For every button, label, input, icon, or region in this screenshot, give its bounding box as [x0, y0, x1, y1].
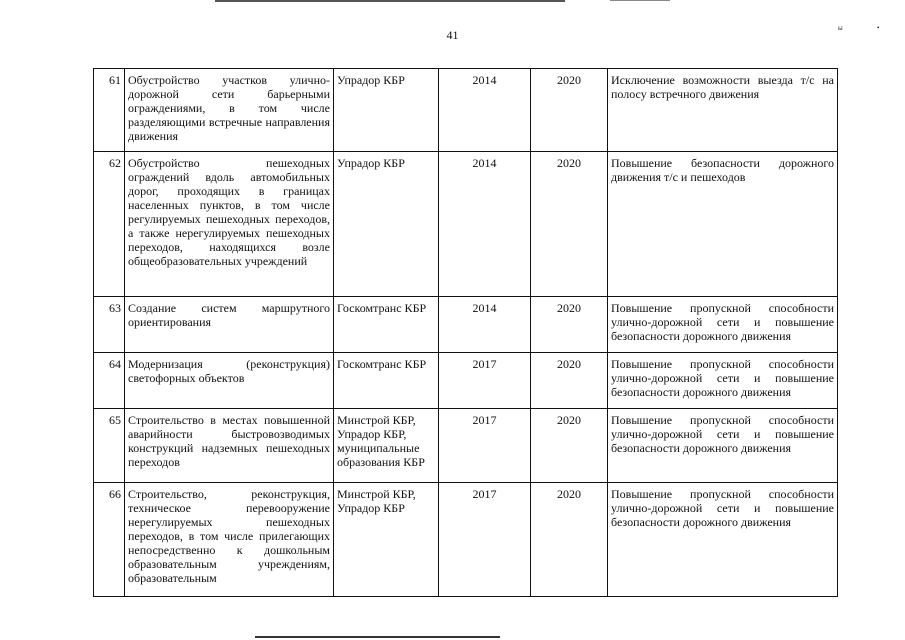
table-row [94, 152, 838, 297]
executor: Минстрой КБР, Упрадор КБР, муниципальные образования КБР [334, 409, 439, 483]
row-number: 65 [94, 409, 125, 483]
executor: Упрадор КБР [334, 152, 439, 297]
expected-result: Повышение безопасности дорожного движения т/с и пешеходов [608, 152, 838, 297]
executor: Госкомтранс КБР [334, 297, 439, 353]
start-year: 2017 [439, 483, 531, 597]
table-row [94, 353, 838, 409]
table-row [94, 409, 838, 483]
scan-artifact-line [215, 0, 565, 2]
scan-artifact-line [610, 0, 670, 1]
page-number: 41 [446, 28, 459, 42]
end-year: 2020 [531, 483, 608, 597]
expected-result: Исключение возможности выезда т/с на полосу встречного движения [608, 69, 838, 152]
executor: Госкомтранс КБР [334, 353, 439, 409]
expected-result: Повышение пропускной способности улично-дорожной сети и повышение безопасности дорожного движения [608, 353, 838, 409]
end-year: 2020 [531, 69, 608, 152]
measure-name: Создание систем маршрутного ориентирования [125, 297, 334, 353]
start-year: 2017 [439, 353, 531, 409]
table-row [94, 297, 838, 353]
start-year: 2014 [439, 69, 531, 152]
measure-name: Обустройство пешеходных ограждений вдоль автомобильных дорог, проходящих в границах населенных пунктов, в том числе регулируемых пешеходных переходов, а также нерегулируемых пешеходных переходов, находящихся возле общеобразовательных учреждений [125, 152, 334, 297]
end-year: 2020 [531, 409, 608, 483]
measure-name: Модернизация (реконструкция) светофорных объектов [125, 353, 334, 409]
executor: Минстрой КБР, Упрадор КБР [334, 483, 439, 597]
row-number: 64 [94, 353, 125, 409]
executor: Упрадор КБР [334, 69, 439, 152]
row-number: 66 [94, 483, 125, 597]
expected-result: Повышение пропускной способности улично-дорожной сети и повышение безопасности дорожного движения [608, 297, 838, 353]
row-number: 61 [94, 69, 125, 152]
row-number: 62 [94, 152, 125, 297]
measure-name: Строительство, реконструкция, техническое перевооружение нерегулируемых пешеходных переходов, в том числе прилегающих непосредственно к дошкольным образовательным учреждениям, образовательным [125, 483, 334, 597]
end-year: 2020 [531, 353, 608, 409]
corner-mark: • [877, 24, 880, 32]
measure-name: Строительство в местах повышенной аварийности быстровозводимых конструкций надземных пешеходных переходов [125, 409, 334, 483]
start-year: 2014 [439, 297, 531, 353]
end-year: 2020 [531, 297, 608, 353]
start-year: 2014 [439, 152, 531, 297]
measures-table [93, 68, 838, 597]
table-row [94, 483, 838, 597]
corner-mark: ы [838, 24, 843, 32]
table-row [94, 69, 838, 152]
start-year: 2017 [439, 409, 531, 483]
expected-result: Повышение пропускной способности улично-дорожной сети и повышение безопасности дорожного движения [608, 409, 838, 483]
expected-result: Повышение пропускной способности улично-дорожной сети и повышение безопасности дорожного движения [608, 483, 838, 597]
scan-artifact-line [255, 636, 500, 638]
row-number: 63 [94, 297, 125, 353]
measure-name: Обустройство участков улично-дорожной сети барьерными ограждениями, в том числе разделяющими встречные направления движения [125, 69, 334, 152]
end-year: 2020 [531, 152, 608, 297]
